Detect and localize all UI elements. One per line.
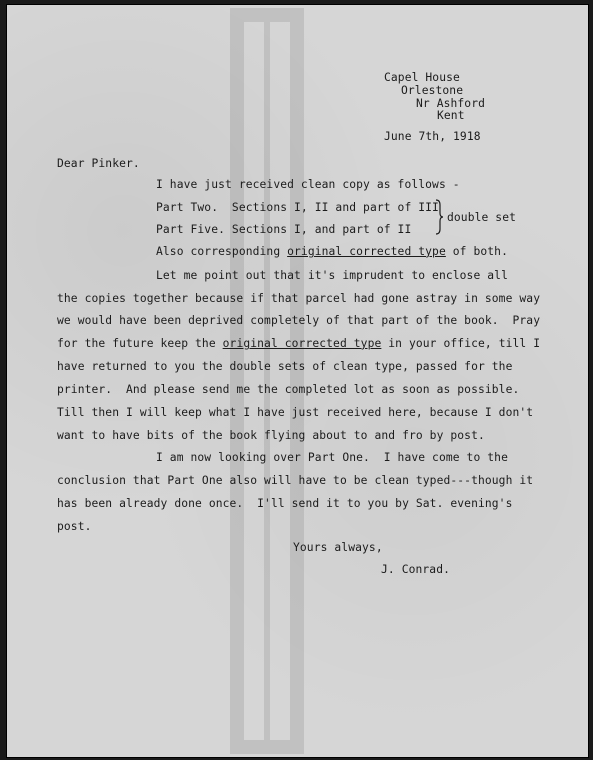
para2-line-8: want to have bits of the book flying about to and fro by post.: [57, 429, 485, 442]
para2-line-6: printer. And please send me the completed lot as soon as possible.: [57, 383, 520, 396]
salutation: Dear Pinker.: [57, 157, 140, 170]
para2-line-4: [57, 337, 540, 351]
address-line-1: Capel House: [384, 71, 460, 84]
line4-prefix: for the future keep the: [57, 337, 223, 350]
brace-icon: [435, 199, 443, 235]
para3-line-2: conclusion that Part One also will have to be clean typed---though it: [57, 474, 534, 487]
line4-suffix: in your office, till I: [381, 337, 541, 350]
letter-page: [6, 4, 589, 758]
bracket-note: double set: [447, 211, 517, 224]
signature: J. Conrad.: [381, 563, 451, 576]
para2-line-1: Let me point out that it's imprudent to enclose all: [156, 269, 508, 282]
also-suffix: of both.: [445, 245, 508, 258]
para2-line-5: have returned to you the double sets of clean type, passed for the: [57, 360, 513, 373]
underlined-phrase: original corrected type: [287, 245, 446, 258]
para1-part-two: Part Two. Sections I, II and part of III: [156, 201, 439, 214]
closing: Yours always,: [293, 541, 383, 554]
para2-line-2: the copies together because if that parcel had gone astray in some way: [57, 292, 541, 305]
para1-part-five: Part Five. Sections I, and part of II: [156, 223, 412, 236]
para3-line-4: post.: [57, 520, 92, 533]
para2-line-3: we would have been deprived completely of that part of the book. Pray: [57, 314, 541, 327]
underlined-phrase: original corrected type: [222, 337, 382, 350]
letter-date: June 7th, 1918: [384, 130, 481, 143]
para2-line-7: Till then I will keep what I have just received here, because I don't: [57, 406, 534, 419]
address-line-4: Kent: [437, 109, 465, 122]
para3-line-3: has been already done once. I'll send it to you by Sat. evening's: [57, 497, 513, 510]
watermark-graphic: [207, 5, 327, 757]
para3-line-1: I am now looking over Part One. I have come to the: [156, 451, 508, 464]
address-line-2: Orlestone: [401, 84, 464, 97]
address-line-3: Nr Ashford: [416, 97, 486, 110]
also-prefix: Also corresponding: [156, 245, 288, 258]
para1-also-line: [156, 245, 508, 259]
para1-intro: I have just received clean copy as follows -: [156, 178, 460, 191]
